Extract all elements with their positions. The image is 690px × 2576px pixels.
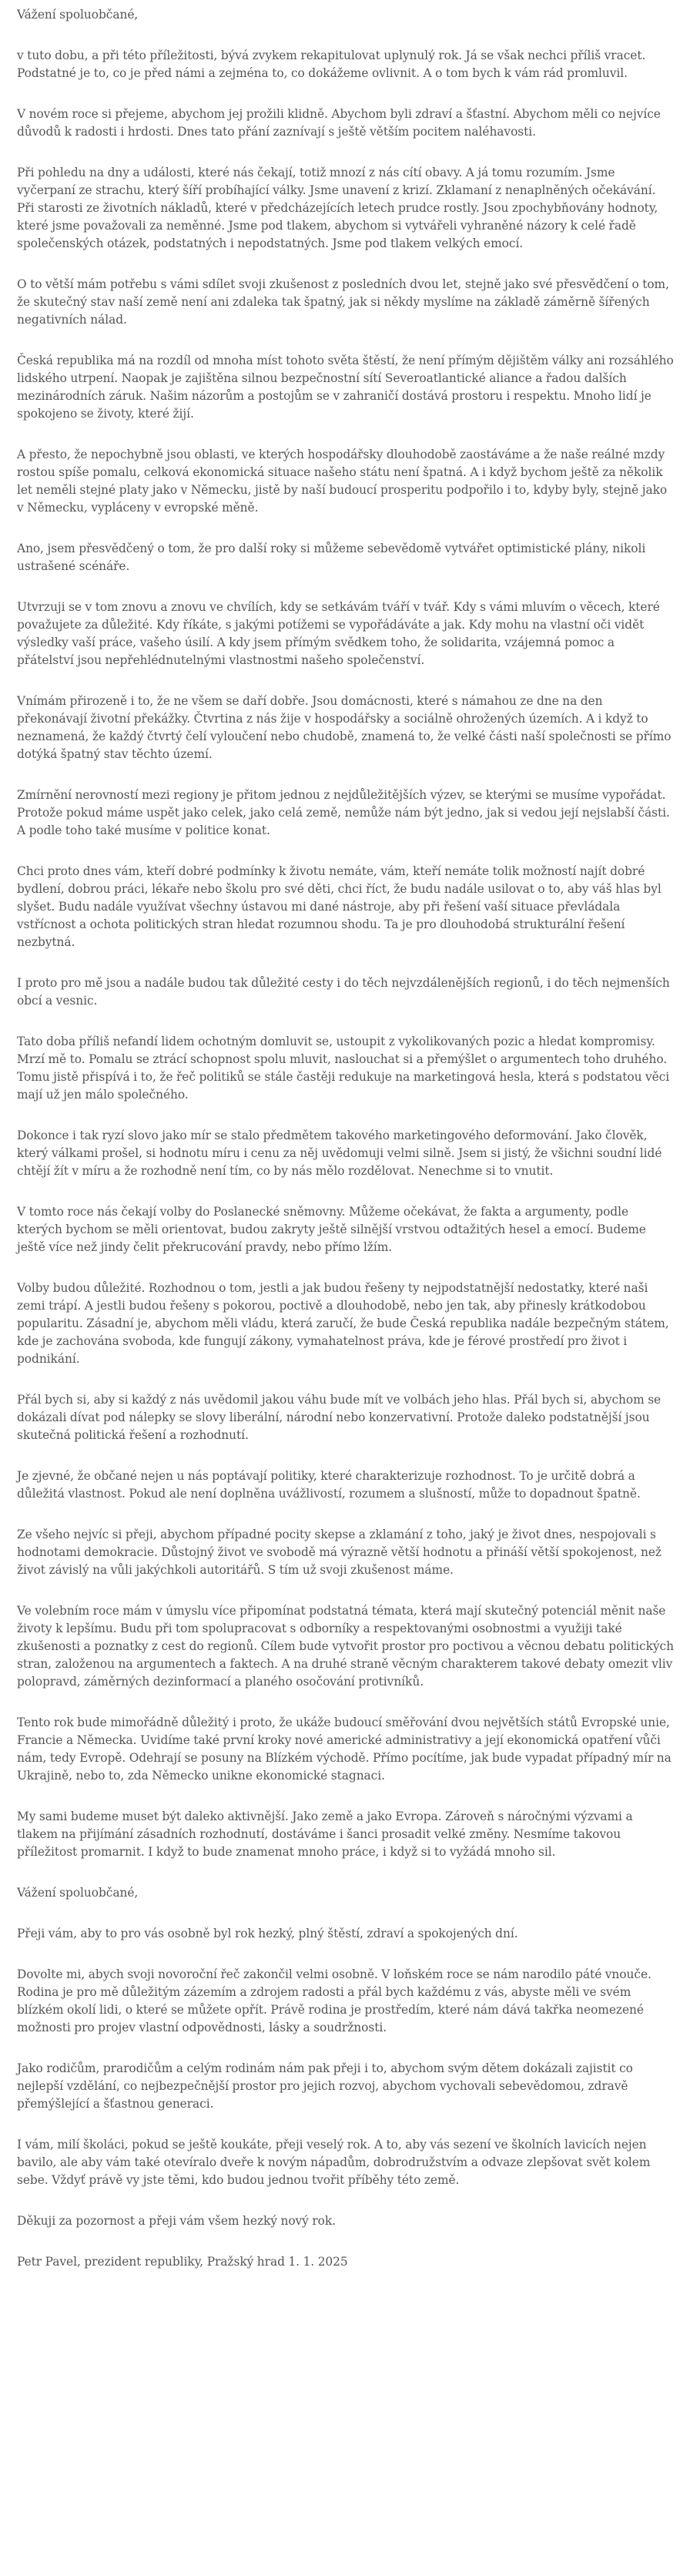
paragraph-peace: Dokonce i tak ryzí slovo jako mír se stalo předmětem takového marketingového deformování. Jako člověk, který válkami prošel, si hodnotu míru i cenu za něj uvědomuji velmi silně. Jsem si jistý, že všichni soudní lidé chtějí žít v míru a že rozhodně není tím, co by nás mělo rozdělovat. Nenechme si to vnutit. [17,1129,662,1178]
paragraph-optimism: Ano, jsem přesvědčený o tom, že pro další roky si můžeme sebevědomě vytvářet optimistické plány, nikoli ustrašené scénáře. [17,542,646,573]
paragraph-pupils: I vám, milí školáci, pokud se ještě koukáte, přeji veselý rok. A to, aby vás sezení ve školních lavicích nejen bavilo, ale aby vám také otevíralo dveře k novým nápadům, dobrodružstvím a odvaze zlepšovat svět kolem sebe. Vždyť právě vy jste těmi, kdo budou jednou tvořit příběhy této země. [17,2138,651,2187]
paragraph-wish: Přeji vám, aby to pro vás osobně byl rok hezký, plný štěstí, zdraví a spokojených dní. [17,1927,518,1940]
paragraph-family: Dovolte mi, abych svoji novoroční řeč zakončil velmi osobně. V loňském roce se nám narodilo páté vnouče. Rodina je pro mě důležitým zázemím a zdrojem radosti a přál bych každému z vás, abyste měli ve svém blízkém okolí lidi, o které se můžete opřít. Právě rodina je prostředím, které nám dává takřka neomezené možnosti pro projev vlastní odpovědnosti, lásky a soudržnosti. [17,1967,651,2034]
paragraph-czech-republic: Česká republika má na rozdíl od mnoha míst tohoto světa štěstí, že není přímým dějištěm války ani rozsáhlého lidského utrpení. Naopak je zajištěna silnou bezpečnostní sítí Severoatlantické aliance a řadou dalších mezinárodních záruk. Našim názorům a postojům se v zahraničí dostává prostoru i respektu. Mnoho lidí je spokojeno se životy, které žijí. [17,354,674,421]
paragraph-democracy: Ze všeho nejvíc si přeji, abychom případné pocity skepse a zklamání z toho, jaký je život dnes, nespojovali s hodnotami demokracie. Důstojný život ve svobodě má výrazně větší hodnotu a přináší větší spokojenost, než život závislý na vůli jakýchkoli autoritářů. S tím už svoji zkušenost máme. [17,1528,662,1577]
paragraph-inequality: Vnímám přirozeně i to, že ne všem se daří dobře. Jsou domácnosti, které s námahou ze dne na den překonávají životní překážky. Čtvrtina z nás žije v hospodářsky a sociálně ohrožených územích. A i když to neznamená, že každý čtvrtý čelí vyloučení nebo chudobě, znamená to, že velké části naší společnosti se přímo dotýká špatný stav těchto území. [17,694,672,761]
paragraph-vote: Přál bych si, aby si každý z nás uvědomil jakou váhu bude mít ve volbách jeho hlas. Přál bych si, abychom se dokázali dívat pod nálepky se slovy liberální, národní nebo konzervativní. Protože daleko podstatnější jsou skutečná politická řešení a rozhodnutí. [17,1393,662,1442]
paragraph-voice: Chci proto dnes vám, kteří dobré podmínky k životu nemáte, vám, kteří nemáte tolik možností najít dobré bydlení, dobrou práci, lékaře nebo školu pro své děti, chci říct, že budu nadále usilovat o to, aby váš hlas byl slyšet. Budu nadále využívat všechny ústavou mi dané nástroje, aby při řešení vaší situace převládala vstřícnost a ochota politických stran hledat rozumnou shodu. Ta je pro dlouhodobá strukturální řešení nezbytná. [17,864,662,949]
paragraph-elections: V tomto roce nás čekají volby do Poslanecké sněmovny. Můžeme očekávat, že fakta a argumenty, podle kterých bychom se měli orientovat, budou zakryty ještě silnější vrstvou odtažitých hesel a emocí. Budeme ještě více než jindy čelit překrucování pravdy, nebo přímo lžím. [17,1205,646,1254]
paragraph-international: Tento rok bude mimořádně důležitý i proto, že ukáže budoucí směřování dvou největších států Evropské unie, Francie a Německa. Uvidíme také první kroky nové americké administrativy a její ekonomická opatření vůči nám, tedy Evropě. Odehrají se posuny na Blízkém východě. Přímo pocítíme, jak bude vypadat případný mír na Ukrajině, nebo to, zda Německo unikne ekonomické stagnaci. [17,1716,672,1783]
paragraph-thanks: Děkuji za pozornost a přeji vám všem hezký nový rok. [17,2214,337,2228]
paragraph-parents: Jako rodičům, prarodičům a celým rodinám nám pak přeji i to, abychom svým dětem dokázali zajistit co nejlepší vzdělání, co nejbezpečnější prostor pro jejich rozvoj, abychom vychovali sebevědomou, zdravě přemýšlející a šťastnou generaci. [17,2061,633,2111]
paragraph-intro: v tuto dobu, a při této příležitosti, bývá zvykem rekapitulovat uplynulý rok. Já se však nechci příliš vracet. Podstatné je to, co je před námi a zejména to, co dokážeme ovlivnit. A o tom bych k vám rád promluvil. [17,49,646,80]
paragraph-economy: A přesto, že nepochybně jsou oblasti, ve kterých hospodářsky dlouhodobě zaostáváme a že naše reálné mzdy rostou spíše pomalu, celková ekonomická situace našeho státu není špatná. A i když bychom ještě za několik let neměli stejné platy jako v Německu, jistě by naší budoucí prosperitu podpořilo i to, kdyby byly, stejně jako v Německu, vypláceny v evropské měně. [17,448,668,515]
paragraph-compromise: Tato doba příliš nefandí lidem ochotným domluvit se, ustoupit z vykolikovaných pozic a hledat kompromisy. Mrzí mě to. Pomalu se ztrácí schopnost spolu mluvit, naslouchat si a přemýšlet o argumentech toho druhého. Tomu jistě přispívá i to, že řeč politiků se stále častěji redukuje na marketingová hesla, která s podstatou věci mají už jen málo společného. [17,1035,670,1102]
paragraph-election-year: Ve volebním roce mám v úmyslu více připomínat podstatná témata, která mají skutečný potenciál měnit naše životy k lepšímu. Budu při tom spolupracovat s odborníky a respektovanými osobnostmi a využiji také zkušenosti a poznatky z cest do regionů. Cílem bude vytvořit prostor pro poctivou a věcnou debatu politických stran, založenou na argumentech a faktech. A na druhé straně věcným charakterem takové debaty omezit vliv polopravd, záměrných dezinformací a planého osočování protivníků. [17,1604,674,1689]
signature: Petr Pavel, prezident republiky, Pražský hrad 1. 1. 2025 [17,2255,348,2269]
salutation-closing: Vážení spoluobčané, [17,1886,139,1900]
paragraph-travel: I proto pro mě jsou a nadále budou tak důležité cesty i do těch nejvzdálenějších regionů, i do těch nejmenších obcí a vesnic. [17,976,670,1008]
paragraph-elections-importance: Volby budou důležité. Rozhodnou o tom, jestli a jak budou řešeny ty nejpodstatnější nedostatky, které naši zemi trápí. A jestli budou řešeny s pokorou, poctivě a dlouhodobě, nebo jen tak, aby přinesly krátkodobou popularitu. Zásadní je, abychom měli vládu, která zaručí, že bude Česká republika nadále bezpečným státem, kde je zachována svoboda, kde fungují zákony, vymahatelnost práva, kde je férové prostředí pro život i podnikání. [17,1281,669,1366]
salutation: Vážení spoluobčané, [17,8,139,22]
paragraph-activity: My sami budeme muset být daleko aktivnější. Jako země a jako Evropa. Zároveň s náročnými výzvami a tlakem na přijímání zásadních rozhodnutí, dostáváme i šanci prosadit velké změny. Nesmíme takovou příležitost promarnit. I když to bude znamenat mnoho práce, i když si to vyžádá mnoho sil. [17,1810,633,1859]
paragraph-regions: Zmírnění nerovností mezi regiony je přitom jednou z nejdůležitějších výzev, se kterými se musíme vypořádat. Protože pokud máme uspět jako celek, jako celá země, nemůže nám být jedno, jak si vedou její nejslabší části. A podle toho také musíme v politice konat. [17,788,670,837]
paragraph-decisiveness: Je zjevné, že občané nejen u nás poptávají politiky, které charakterizuje rozhodnost. To je určitě dobrá a důležitá vlastnost. Pokud ale není doplněna uvážlivostí, rozumem a slušností, může to dopadnout špatně. [17,1469,641,1501]
paragraph-meetings: Utvrzuji se v tom znovu a znovu ve chvílích, kdy se setkávám tváří v tvář. Kdy s vámi mluvím o věcech, které považujete za důležité. Kdy říkáte, s jakými potížemi se vypořádáváte a jak. Kdy mohu na vlastní oči vidět výsledky vaší práce, vašeho úsilí. A kdy jsem přímým svědkem toho, že solidarita, vzájemná pomoc a přátelství jsou nepřehlédnutelnými vlastnostmi našeho společenství. [17,600,660,667]
paragraph-new-year-wishes: V novém roce si přejeme, abychom jej prožili klidně. Abychom byli zdraví a šťastní. Abychom měli co nejvíce důvodů k radosti i hrdosti. Dnes tato přání zaznívají s ještě větším pocitem naléhavosti. [17,107,661,139]
paragraph-concerns: Při pohledu na dny a události, které nás čekají, totiž mnozí z nás cítí obavy. A já tomu rozumím. Jsme vyčerpaní ze strachu, který šíří probíhající války. Jsme unavení z krizí. Zklamaní z nenaplněných očekávání. Při starosti ze životních nákladů, které v předcházejících letech prudce rostly. Jsou zpochybňovány hodnoty, které jsme považovali za neměnné. Jsme pod tlakem, abychom si vytvářeli vyhraněné názory k celé řadě společenských otázek, podstatných i nepodstatných. Jsme pod tlakem velkých emocí. [17,166,658,250]
paragraph-experience: O to větší mám potřebu s vámi sdílet svoji zkušenost z posledních dvou let, stejně jako své přesvědčení o tom, že skutečný stav naší země není ani zdaleka tak špatný, jak si někdy myslíme na základě záměrně šířených negativních nálad. [17,277,669,327]
